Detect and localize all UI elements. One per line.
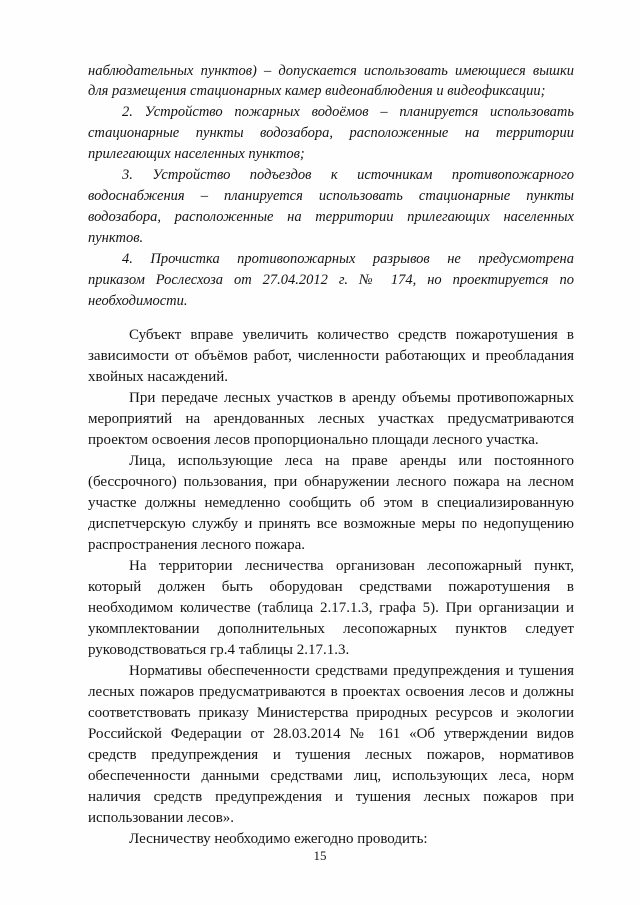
italic-line: стационарные пункты водозабора, расположенные на территории bbox=[88, 125, 574, 141]
body-line: проектом освоения лесов пропорционально площади лесного участка. bbox=[88, 432, 539, 448]
body-line: участке должны немедленно сообщить об этом в специализированную bbox=[88, 495, 574, 511]
body-line: руководствоваться гр.4 таблицы 2.17.1.3. bbox=[88, 642, 350, 658]
italic-line: прилегающих населенных пунктов; bbox=[88, 146, 305, 162]
body-line: Лица, использующие леса на праве аренды или постоянного bbox=[129, 453, 574, 469]
italic-line: наблюдательных пунктов) – допускается использовать имеющиеся вышки bbox=[88, 63, 574, 79]
italic-line: 2. Устройство пожарных водоёмов – планируется использовать bbox=[122, 104, 574, 120]
body-line: При передаче лесных участков в аренду объемы противопожарных bbox=[129, 390, 574, 406]
italic-line: необходимости. bbox=[88, 293, 188, 309]
body-line: Нормативы обеспеченности средствами предупреждения и тушения bbox=[129, 663, 574, 679]
body-line: лесных пожаров предусматриваются в проектах освоения лесов и должны bbox=[88, 684, 574, 700]
italic-line: 4. Прочистка противопожарных разрывов не предусмотрена bbox=[122, 251, 574, 267]
body-line: На территории лесничества организован лесопожарный пункт, bbox=[129, 558, 574, 574]
page-number: 15 bbox=[313, 848, 327, 863]
body-line: необходимом количестве (таблица 2.17.1.3, графа 5). При организации и bbox=[88, 600, 574, 616]
italic-line: водоснабжения – планируется использовать стационарные пункты bbox=[88, 188, 574, 204]
body-line: использовании лесов». bbox=[88, 810, 235, 826]
body-line: (бессрочного) пользования, при обнаружении лесного пожара на лесном bbox=[88, 474, 574, 490]
body-line: диспетчерскую службу и принять все возможные меры по недопущению bbox=[88, 516, 574, 532]
body-line: средств предупреждения и тушения лесных пожаров, нормативов bbox=[88, 747, 574, 763]
body-line: обеспеченности данными средствами лиц, использующих леса, норм bbox=[88, 768, 574, 784]
body-line: соответствовать приказу Министерства природных ресурсов и экологии bbox=[88, 705, 574, 721]
body-line: Субъект вправе увеличить количество средств пожаротушения в bbox=[129, 327, 574, 343]
body-line: укомплектовании дополнительных лесопожарных пунктов следует bbox=[88, 621, 574, 637]
body-line: наличия средств предупреждения и тушения лесных пожаров при bbox=[88, 789, 574, 805]
italic-line: водозабора, расположенные на территории прилегающих населенных bbox=[88, 209, 574, 225]
body-line: мероприятий на арендованных лесных участках предусматриваются bbox=[88, 411, 574, 427]
body-line: который должен быть оборудован средствами пожаротушения в bbox=[88, 579, 574, 595]
body-line: хвойных насаждений. bbox=[88, 369, 229, 385]
body-line: Российской Федерации от 28.03.2014 № 161 «Об утверждении видов bbox=[88, 726, 574, 742]
italic-line: для размещения стационарных камер видеонаблюдения и видеофиксации; bbox=[88, 83, 546, 99]
italic-line: приказом Рослесхоза от 27.04.2012 г. № 174, но проектируется по bbox=[88, 272, 574, 288]
body-line: зависимости от объёмов работ, численности работающих и преобладания bbox=[88, 348, 574, 364]
body-line: Лесничеству необходимо ежегодно проводить: bbox=[129, 831, 428, 847]
italic-line: пунктов. bbox=[88, 230, 144, 246]
body-line: распространения лесного пожара. bbox=[88, 537, 305, 553]
italic-line: 3. Устройство подъездов к источникам противопожарного bbox=[122, 167, 574, 183]
